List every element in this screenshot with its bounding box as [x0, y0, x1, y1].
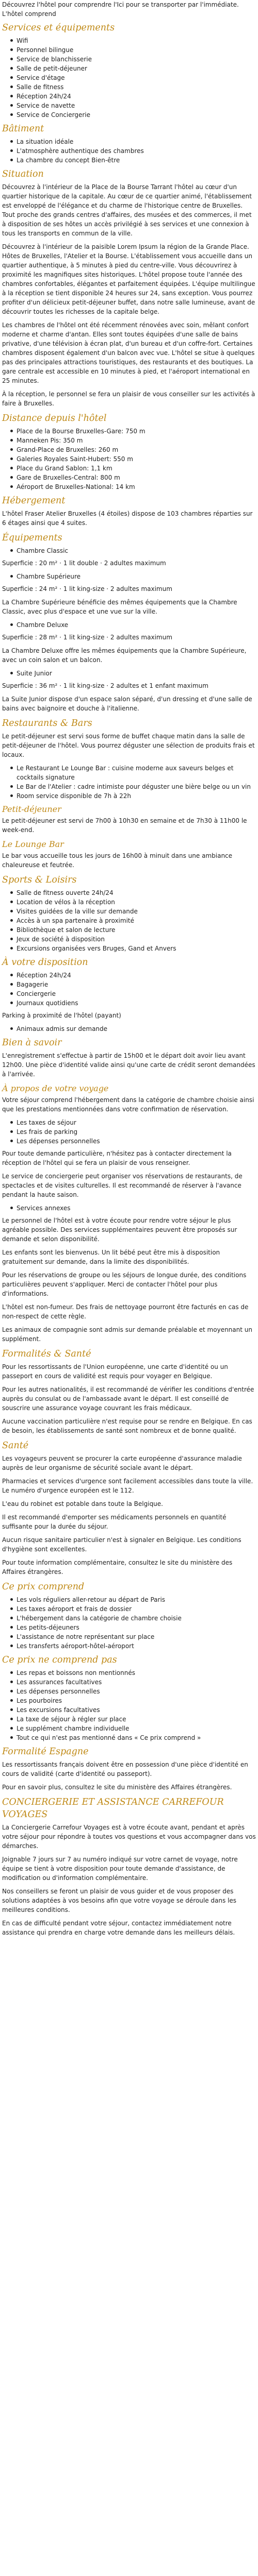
list-item: Services annexes [17, 1204, 256, 1213]
paragraph: Le petit-déjeuner est servi sous forme de buffet chaque matin dans la salle de petit-déjeuner de l'hôtel. Vous pourrez déguster une sélection de produits frais et locaux. [2, 733, 255, 758]
section-title: CONCIERGERIE ET ASSISTANCE CARREFOUR VOYAGES [2, 1797, 224, 1820]
list-item: Excursions organisées vers Bruges, Gand et Anvers [17, 944, 256, 953]
list-item: Suite Junior [17, 669, 256, 678]
paragraph: Pour en savoir plus, consultez le site du ministère des Affaires étrangères. [2, 1784, 232, 1791]
list-item: Les taxes de séjour [17, 1118, 256, 1127]
list-item: Animaux admis sur demande [17, 1024, 256, 1033]
list-item: Les repas et boissons non mentionnés [17, 1668, 256, 1677]
list-item: Journaux quotidiens [17, 998, 256, 1008]
section-title: Restaurants & Bars [2, 718, 92, 728]
bullet-list [2, 764, 256, 801]
paragraph: Superficie : 20 m² · 1 lit double · 2 adultes maximum [2, 560, 166, 567]
paragraph: Les chambres de l'hôtel ont été récemment rénovées avec soin, mêlant confort moderne et charme d'antan. Elles sont toutes équipées d'une salle de bains privative, d'une télévision à écran plat, d'un bureau et d'un coffre-fort. Certaines chambres disposent également d'un balcon avec vue. L'hôtel se situe à quelques pas des principales attractions touristiques, des restaurants et des boutiques. La gare centrale est accessible en 10 minutes à pied, et l'aéroport international en 25 minutes. [2, 321, 255, 384]
list-item: L'atmosphère authentique des chambres [17, 146, 256, 156]
paragraph: En cas de difficulté pendant votre séjour, contactez immédiatement notre assistance qui prendra en charge votre demande dans les meilleurs délais. [2, 1920, 235, 1936]
paragraph: Superficie : 36 m² · 1 lit king-size · 2 adultes et 1 enfant maximum [2, 682, 208, 689]
bullet-list [2, 36, 256, 120]
paragraph: Pour les ressortissants de l'Union européenne, une carte d'identité ou un passeport en cours de validité est requis pour voyager en Belgique. [2, 1363, 228, 1380]
list-item: Place de la Bourse Bruxelles-Gare: 750 m [17, 427, 256, 436]
section-title: Bâtiment [2, 124, 44, 134]
list-item: La chambre du concept Bien-être [17, 156, 256, 165]
section-title: Équipements [2, 533, 62, 543]
list-item: Room service disponible de 7h à 22h [17, 791, 256, 801]
list-item: Location de vélos à la réception [17, 897, 256, 907]
paragraph: La Suite Junior dispose d'un espace salon séparé, d'un dressing et d'une salle de bains avec baignoire et douche à l'italienne. [2, 696, 252, 712]
paragraph: Le petit-déjeuner est servi de 7h00 à 10h30 en semaine et de 7h30 à 11h00 le week-end. [2, 817, 247, 834]
list-item: Les transferts aéroport-hôtel-aéroport [17, 1641, 256, 1651]
section-title: Formalité Espagne [2, 1747, 89, 1757]
section-title: Situation [2, 169, 44, 179]
paragraph: Parking à proximité de l'hôtel (payant) [2, 1012, 121, 1019]
paragraph: Joignable 7 jours sur 7 au numéro indiqué sur votre carnet de voyage, notre équipe se tient à votre disposition pour toute demande d'assistance, de modification ou d'information complémentaire. [2, 1856, 238, 1882]
list-item: Wifi [17, 36, 256, 45]
paragraph: Pour les autres nationalités, il est recommandé de vérifier les conditions d'entrée auprès du consulat ou de l'ambassade avant le départ. Il est conseillé de souscrire une assurance voyage couvrant les frais médicaux. [2, 1386, 254, 1412]
paragraph: Découvrez à l'intérieur de la Place de la Bourse Tarrant l'hôtel au cœur d'un quartier historique de la capitale. Au cœur de ce quartier animé, l'établissement est enveloppé de l'élégance et du charme de l'historique centre de Bruxelles. Tout proche des grands centres d'affaires, des musées et des commerces, il met à disposition de ses hôtes un accès privilégié à ses services et une connexion à tous les transports en commun de la ville. [2, 183, 252, 237]
list-item: Réception 24h/24 [17, 971, 256, 980]
list-item: Service de Conciergerie [17, 110, 256, 120]
paragraph: L'eau du robinet est potable dans toute la Belgique. [2, 1500, 163, 1507]
paragraph: Superficie : 28 m² · 1 lit king-size · 2 adultes maximum [2, 634, 172, 641]
paragraph: Le bar vous accueille tous les jours de 16h00 à minuit dans une ambiance chaleureuse et feutrée. [2, 852, 233, 869]
bullet-list [2, 572, 256, 581]
section-title: Services et équipements [2, 23, 115, 33]
paragraph: Nos conseillers se feront un plaisir de vous guider et de vous proposer des solutions adaptées à vos besoins afin que votre voyage se déroule dans les meilleures conditions. [2, 1888, 237, 1913]
list-item: Personnel bilingue [17, 45, 256, 55]
list-item: Jeux de société à disposition [17, 935, 256, 944]
list-item: Les dépenses personnelles [17, 1687, 256, 1696]
list-item: Salle de fitness ouverte 24h/24 [17, 888, 256, 897]
list-item: L'assistance de notre représentant sur place [17, 1632, 256, 1641]
paragraph: L'enregistrement s'effectue à partir de 15h00 et le départ doit avoir lieu avant 12h00. Une pièce d'identité valide ainsi qu'une carte de crédit seront demandées à l'arrivée. [2, 1052, 255, 1078]
list-item: Aéroport de Bruxelles-National: 14 km [17, 482, 256, 492]
section-title: Bien à savoir [2, 1038, 62, 1048]
bullet-list [2, 1024, 256, 1033]
list-item: Chambre Supérieure [17, 572, 256, 581]
list-item: Conciergerie [17, 989, 256, 998]
section-title: Formalités & Santé [2, 1349, 91, 1359]
bullet-list [2, 669, 256, 678]
paragraph: La Chambre Deluxe offre les mêmes équipements que la Chambre Supérieure, avec un coin salon et un balcon. [2, 647, 247, 664]
list-item: Service de blanchisserie [17, 55, 256, 64]
bullet-list [2, 971, 256, 1008]
list-item: Salle de fitness [17, 82, 256, 92]
bullet-list [2, 888, 256, 953]
list-item: Galeries Royales Saint-Hubert: 550 m [17, 454, 256, 464]
paragraph: Pour les réservations de groupe ou les séjours de longue durée, des conditions particulières peuvent s'appliquer. Merci de contacter l'hôtel pour plus d'informations. [2, 1272, 247, 1297]
paragraph: À la réception, le personnel se fera un plaisir de vous conseiller sur les activités à faire à Bruxelles. [2, 391, 255, 407]
paragraph: Découvrez à l'intérieur de la paisible Lorem Ipsum la région de la Grande Place. Hôtes de Bruxelles, l'Atelier et la Bourse. L'établissement vous accueille dans un quartier authentique, à 5 minutes à pied du centre-ville. Vous découvrirez à proximité les magnifiques sites historiques. L'hôtel propose toute l'année des chambres confortables, élégantes et parfaitement équipées. L'équipe multilingue à la réception se tient disponible 24 heures sur 24, sans exception. Vous pourrez profiter d'un délicieux petit-déjeuner buffet, dans notre salle lumineuse, avant de découvrir toutes les richesses de la capitale belge. [2, 243, 255, 315]
list-item: Les vols réguliers aller-retour au départ de Paris [17, 1595, 256, 1604]
bullet-list [2, 620, 256, 630]
list-item: La taxe de séjour à régler sur place [17, 1715, 256, 1724]
list-item: Service d'étage [17, 73, 256, 82]
list-item: Les assurances facultatives [17, 1677, 256, 1687]
list-item: Le supplément chambre individuelle [17, 1724, 256, 1733]
list-item: Les dépenses personnelles [17, 1137, 256, 1146]
list-item: Manneken Pis: 350 m [17, 436, 256, 445]
paragraph: L'hôtel est non-fumeur. Des frais de nettoyage pourront être facturés en cas de non-respect de cette règle. [2, 1303, 249, 1320]
paragraph: Les enfants sont les bienvenus. Un lit bébé peut être mis à disposition gratuitement sur demande, dans la limite des disponibilités. [2, 1249, 220, 1265]
bullet-list [2, 1118, 256, 1146]
subsection-title: À propos de votre voyage [2, 1083, 109, 1093]
list-item: Les pourboires [17, 1696, 256, 1705]
list-item: Chambre Classic [17, 546, 256, 555]
paragraph: Aucune vaccination particulière n'est requise pour se rendre en Belgique. En cas de besoin, les établissements de santé sont nombreux et de bonne qualité. [2, 1418, 252, 1434]
list-item: Le Bar de l'Atelier : cadre intimiste pour déguster une bière belge ou un vin [17, 782, 256, 791]
list-item: Les frais de parking [17, 1127, 256, 1137]
list-item: Tout ce qui n'est pas mentionné dans « Ce prix comprend » [17, 1733, 256, 1742]
list-item: Le Restaurant Le Lounge Bar : cuisine moderne aux saveurs belges et cocktails signature [17, 764, 256, 782]
paragraph: Pour toute demande particulière, n'hésitez pas à contacter directement la réception de l'hôtel qui se fera un plaisir de vous renseigner. [2, 1150, 232, 1166]
section-title: Distance depuis l'hôtel [2, 413, 107, 423]
paragraph: La Conciergerie Carrefour Voyages est à votre écoute avant, pendant et après votre séjour pour répondre à toutes vos questions et vous accompagner dans vos démarches. [2, 1824, 256, 1850]
subsection-title: Petit-déjeuner [2, 804, 61, 814]
paragraph: Superficie : 24 m² · 1 lit king-size · 2 adultes maximum [2, 585, 172, 592]
paragraph: L'hôtel Fraser Atelier Bruxelles (4 étoiles) dispose de 103 chambres réparties sur 6 étages ainsi que 4 suites. [2, 510, 253, 527]
bullet-list [2, 1668, 256, 1742]
bullet-list [2, 1204, 256, 1213]
paragraph: Pharmacies et services d'urgence sont facilement accessibles dans toute la ville. Le numéro d'urgence européen est le 112. [2, 1478, 253, 1494]
section-title: À votre disposition [2, 957, 88, 968]
bullet-list [2, 427, 256, 492]
list-item: Chambre Deluxe [17, 620, 256, 630]
list-item: Service de navette [17, 101, 256, 110]
section-title: Santé [2, 1440, 29, 1451]
list-item: Les excursions facultatives [17, 1705, 256, 1715]
bullet-list [2, 1595, 256, 1651]
paragraph: Le service de conciergerie peut organiser vos réservations de restaurants, de spectacles et de visites culturelles. Il est recommandé de réserver à l'avance pendant la haute saison. [2, 1173, 243, 1198]
list-item: Place du Grand Sablon: 1,1 km [17, 464, 256, 473]
paragraph: Les animaux de compagnie sont admis sur demande préalable et moyennant un supplément. [2, 1326, 252, 1343]
list-item: L'hébergement dans la catégorie de chambre choisie [17, 1614, 256, 1623]
paragraph: Pour toute information complémentaire, consultez le site du ministère des Affaires étrangères. [2, 1559, 233, 1575]
list-item: La situation idéale [17, 137, 256, 146]
section-title: Sports & Loisirs [2, 875, 77, 885]
list-item: Bibliothèque et salon de lecture [17, 925, 256, 935]
subsection-title: Le Lounge Bar [2, 839, 64, 849]
list-item: Grand-Place de Bruxelles: 260 m [17, 445, 256, 454]
list-item: Accès à un spa partenaire à proximité [17, 916, 256, 925]
list-item: Visites guidées de la ville sur demande [17, 907, 256, 916]
list-item: Réception 24h/24 [17, 92, 256, 101]
bullet-list [2, 546, 256, 555]
paragraph: Les voyageurs peuvent se procurer la carte européenne d'assurance maladie auprès de leur organisme de sécurité sociale avant le départ. [2, 1455, 242, 1471]
list-item: Les petits-déjeuners [17, 1623, 256, 1632]
paragraph: Aucun risque sanitaire particulier n'est à signaler en Belgique. Les conditions d'hygiène sont excellentes. [2, 1536, 241, 1553]
paragraph: Il est recommandé d'emporter ses médicaments personnels en quantité suffisante pour la durée du séjour. [2, 1514, 227, 1530]
paragraph: Les ressortissants français doivent être en possession d'une pièce d'identité en cours de validité (carte d'identité ou passeport). [2, 1761, 248, 1777]
list-item: Salle de petit-déjeuner [17, 64, 256, 73]
section-title: Ce prix ne comprend pas [2, 1655, 117, 1665]
list-item: Les taxes aéroport et frais de dossier [17, 1604, 256, 1614]
section-title: Hébergement [2, 496, 66, 506]
paragraph: La Chambre Supérieure bénéficie des mêmes équipements que la Chambre Classic, avec plus d'espace et une vue sur la ville. [2, 599, 237, 615]
content [2, 22, 256, 1937]
list-item: Gare de Bruxelles-Central: 800 m [17, 473, 256, 482]
paragraph: Le personnel de l'hôtel est à votre écoute pour rendre votre séjour le plus agréable possible. Des services supplémentaires peuvent être proposés sur demande et selon disponibilité. [2, 1217, 237, 1243]
intro-text: Découvrez l'hôtel pour comprendre l'Ici pour se transporter par l'immédiate. L'hôtel comprend [2, 1, 239, 18]
bullet-list [2, 137, 256, 165]
paragraph: Votre séjour comprend l'hébergement dans la catégorie de chambre choisie ainsi que les prestations mentionnées dans votre confirmation de réservation. [2, 1096, 254, 1113]
list-item: Bagagerie [17, 980, 256, 989]
section-title: Ce prix comprend [2, 1582, 85, 1592]
